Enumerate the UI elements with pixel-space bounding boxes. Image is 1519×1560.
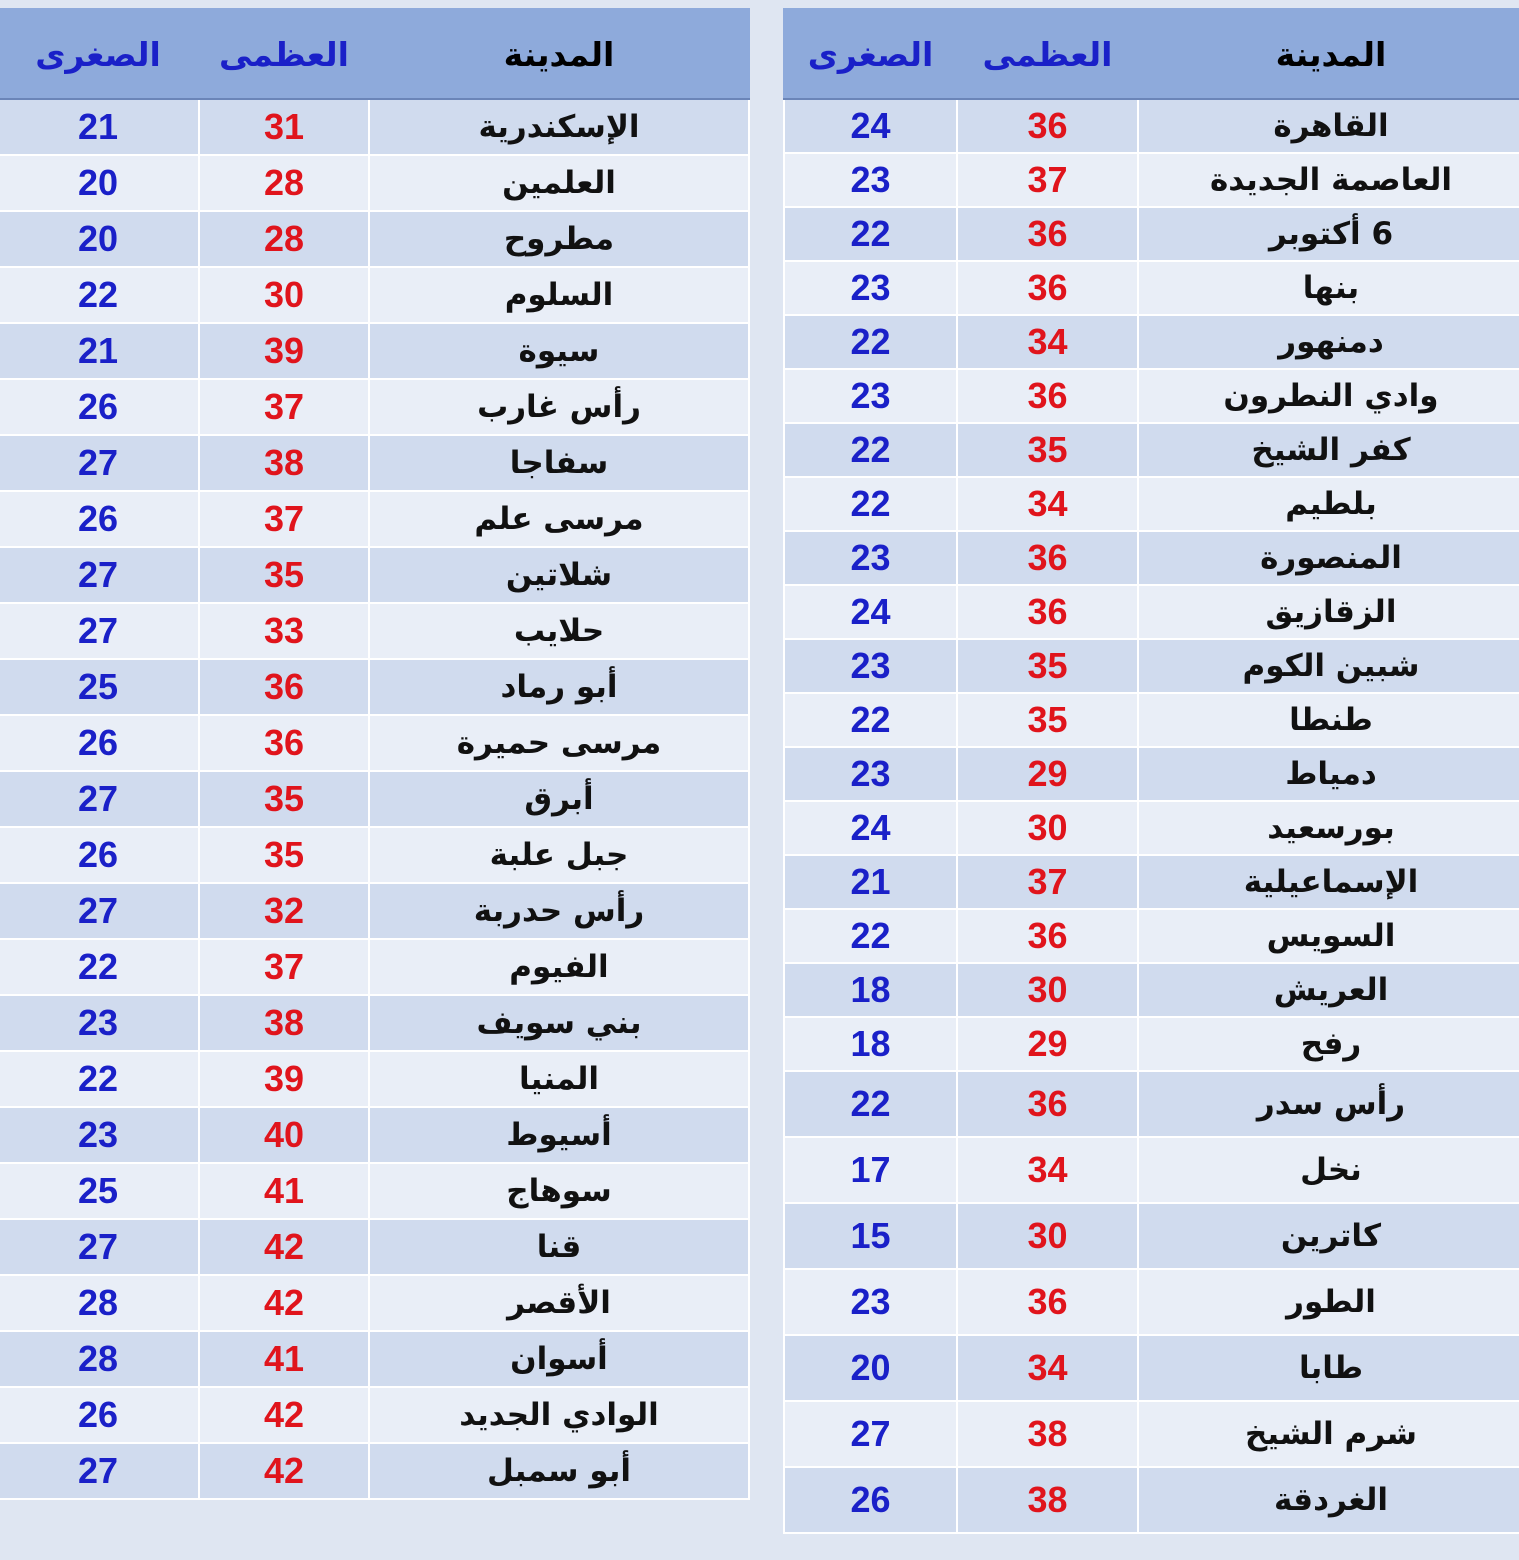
- table-row: [784, 909, 1519, 963]
- city-name-cell: مرسى علم: [369, 491, 749, 547]
- city-name-cell: 6 أكتوبر: [1138, 207, 1519, 261]
- city-name-cell: المنصورة: [1138, 531, 1519, 585]
- city-name-cell: العلمين: [369, 155, 749, 211]
- max-temp-cell: 36: [957, 369, 1138, 423]
- city-name-cell: بورسعيد: [1138, 801, 1519, 855]
- city-name-cell: دمنهور: [1138, 315, 1519, 369]
- min-temp-cell: 22: [784, 1071, 957, 1137]
- max-temp-cell: 34: [957, 477, 1138, 531]
- min-temp-cell: 27: [0, 603, 199, 659]
- table-row: [784, 531, 1519, 585]
- min-temp-cell: 27: [0, 547, 199, 603]
- min-temp-cell: 18: [784, 1017, 957, 1071]
- max-temp-cell: 33: [199, 603, 369, 659]
- city-name-cell: رأس غارب: [369, 379, 749, 435]
- max-temp-cell: 30: [957, 963, 1138, 1017]
- max-temp-cell: 39: [199, 323, 369, 379]
- min-temp-cell: 27: [0, 1443, 199, 1499]
- max-temp-cell: 42: [199, 1219, 369, 1275]
- city-name-cell: السويس: [1138, 909, 1519, 963]
- city-name-cell: بنها: [1138, 261, 1519, 315]
- table-row: [784, 99, 1519, 153]
- max-temp-cell: 39: [199, 1051, 369, 1107]
- city-name-cell: القاهرة: [1138, 99, 1519, 153]
- table-row: [784, 585, 1519, 639]
- min-temp-cell: 27: [784, 1401, 957, 1467]
- max-temp-cell: 41: [199, 1331, 369, 1387]
- min-temp-cell: 22: [784, 423, 957, 477]
- table-row: [0, 1107, 749, 1163]
- min-temp-cell: 23: [784, 639, 957, 693]
- city-name-cell: الطور: [1138, 1269, 1519, 1335]
- min-temp-cell: 23: [0, 995, 199, 1051]
- table-row: [784, 1401, 1519, 1467]
- max-temp-cell: 36: [957, 261, 1138, 315]
- max-temp-cell: 37: [957, 153, 1138, 207]
- max-temp-cell: 34: [957, 315, 1138, 369]
- min-temp-cell: 20: [0, 211, 199, 267]
- table-row: [0, 771, 749, 827]
- table-row: [0, 211, 749, 267]
- max-temp-cell: 30: [199, 267, 369, 323]
- table-row: [0, 827, 749, 883]
- min-temp-cell: 27: [0, 435, 199, 491]
- city-name-cell: كفر الشيخ: [1138, 423, 1519, 477]
- min-temp-cell: 23: [784, 153, 957, 207]
- max-temp-cell: 36: [957, 585, 1138, 639]
- min-temp-cell: 15: [784, 1203, 957, 1269]
- table-row: [0, 1443, 749, 1499]
- max-temp-cell: 38: [957, 1401, 1138, 1467]
- header-row: [0, 9, 749, 99]
- min-temp-cell: 24: [784, 99, 957, 153]
- table-row: [0, 1387, 749, 1443]
- min-temp-cell: 28: [0, 1275, 199, 1331]
- max-temp-cell: 36: [957, 531, 1138, 585]
- min-temp-cell: 27: [0, 1219, 199, 1275]
- city-name-cell: جبل علبة: [369, 827, 749, 883]
- city-name-cell: أبرق: [369, 771, 749, 827]
- max-temp-cell: 36: [199, 715, 369, 771]
- table-row: [0, 1275, 749, 1331]
- min-temp-cell: 26: [784, 1467, 957, 1533]
- min-temp-cell: 23: [0, 1107, 199, 1163]
- table-row: [0, 379, 749, 435]
- min-temp-cell: 23: [784, 1269, 957, 1335]
- table-row: [0, 435, 749, 491]
- max-temp-cell: 30: [957, 1203, 1138, 1269]
- min-temp-cell: 17: [784, 1137, 957, 1203]
- min-temp-cell: 24: [784, 585, 957, 639]
- city-name-cell: الفيوم: [369, 939, 749, 995]
- table-row: [0, 715, 749, 771]
- min-temp-cell: 22: [784, 909, 957, 963]
- max-temp-cell: 35: [199, 547, 369, 603]
- table-row: [784, 747, 1519, 801]
- city-name-cell: حلايب: [369, 603, 749, 659]
- header-city: المدينة: [369, 9, 749, 99]
- table-row: [784, 855, 1519, 909]
- header-max: العظمى: [199, 9, 369, 99]
- max-temp-cell: 32: [199, 883, 369, 939]
- table-row: [784, 315, 1519, 369]
- max-temp-cell: 42: [199, 1387, 369, 1443]
- city-name-cell: وادي النطرون: [1138, 369, 1519, 423]
- table-row: [0, 547, 749, 603]
- city-name-cell: المنيا: [369, 1051, 749, 1107]
- max-temp-cell: 42: [199, 1443, 369, 1499]
- table-row: [784, 261, 1519, 315]
- city-name-cell: شرم الشيخ: [1138, 1401, 1519, 1467]
- min-temp-cell: 23: [784, 369, 957, 423]
- max-temp-cell: 28: [199, 155, 369, 211]
- table-row: [784, 477, 1519, 531]
- table-row: [0, 1219, 749, 1275]
- max-temp-cell: 30: [957, 801, 1138, 855]
- max-temp-cell: 42: [199, 1275, 369, 1331]
- city-name-cell: العريش: [1138, 963, 1519, 1017]
- table-row: [0, 155, 749, 211]
- city-name-cell: سيوة: [369, 323, 749, 379]
- max-temp-cell: 34: [957, 1137, 1138, 1203]
- table-row: [0, 659, 749, 715]
- header-min: الصغرى: [784, 9, 957, 99]
- max-temp-cell: 35: [199, 827, 369, 883]
- min-temp-cell: 22: [784, 693, 957, 747]
- min-temp-cell: 27: [0, 771, 199, 827]
- max-temp-cell: 37: [199, 379, 369, 435]
- city-name-cell: بني سويف: [369, 995, 749, 1051]
- table-row: [784, 693, 1519, 747]
- min-temp-cell: 22: [0, 939, 199, 995]
- city-name-cell: رأس حدربة: [369, 883, 749, 939]
- table-row: [0, 939, 749, 995]
- table-row: [784, 1203, 1519, 1269]
- max-temp-cell: 28: [199, 211, 369, 267]
- table-row: [784, 1269, 1519, 1335]
- min-temp-cell: 26: [0, 379, 199, 435]
- min-temp-cell: 28: [0, 1331, 199, 1387]
- max-temp-cell: 29: [957, 1017, 1138, 1071]
- city-name-cell: شلاتين: [369, 547, 749, 603]
- city-name-cell: مطروح: [369, 211, 749, 267]
- max-temp-cell: 36: [957, 909, 1138, 963]
- city-name-cell: أسيوط: [369, 1107, 749, 1163]
- max-temp-cell: 36: [957, 207, 1138, 261]
- min-temp-cell: 22: [784, 207, 957, 261]
- max-temp-cell: 29: [957, 747, 1138, 801]
- min-temp-cell: 27: [0, 883, 199, 939]
- table-row: [784, 1467, 1519, 1533]
- max-temp-cell: 38: [957, 1467, 1138, 1533]
- table-row: [784, 1335, 1519, 1401]
- min-temp-cell: 26: [0, 1387, 199, 1443]
- max-temp-cell: 31: [199, 99, 369, 155]
- header-city: المدينة: [1138, 9, 1519, 99]
- min-temp-cell: 23: [784, 747, 957, 801]
- min-temp-cell: 25: [0, 1163, 199, 1219]
- table-row: [784, 1017, 1519, 1071]
- city-name-cell: أبو رماد: [369, 659, 749, 715]
- min-temp-cell: 24: [784, 801, 957, 855]
- city-name-cell: نخل: [1138, 1137, 1519, 1203]
- city-name-cell: الأقصر: [369, 1275, 749, 1331]
- table-row: [784, 369, 1519, 423]
- min-temp-cell: 25: [0, 659, 199, 715]
- max-temp-cell: 35: [957, 639, 1138, 693]
- header-max: العظمى: [957, 9, 1138, 99]
- table-row: [0, 603, 749, 659]
- city-name-cell: بلطيم: [1138, 477, 1519, 531]
- max-temp-cell: 37: [199, 491, 369, 547]
- max-temp-cell: 41: [199, 1163, 369, 1219]
- table-row: [0, 1331, 749, 1387]
- min-temp-cell: 20: [784, 1335, 957, 1401]
- table-row: [784, 423, 1519, 477]
- city-name-cell: مرسى حميرة: [369, 715, 749, 771]
- table-row: [0, 883, 749, 939]
- min-temp-cell: 22: [784, 477, 957, 531]
- min-temp-cell: 26: [0, 715, 199, 771]
- max-temp-cell: 38: [199, 435, 369, 491]
- table-row: [0, 99, 749, 155]
- table-row: [784, 801, 1519, 855]
- min-temp-cell: 21: [0, 323, 199, 379]
- table-row: [0, 323, 749, 379]
- table-row: [0, 1163, 749, 1219]
- min-temp-cell: 22: [0, 267, 199, 323]
- max-temp-cell: 36: [957, 99, 1138, 153]
- city-name-cell: طابا: [1138, 1335, 1519, 1401]
- min-temp-cell: 23: [784, 531, 957, 585]
- city-name-cell: السلوم: [369, 267, 749, 323]
- min-temp-cell: 20: [0, 155, 199, 211]
- city-name-cell: أسوان: [369, 1331, 749, 1387]
- header-min: الصغرى: [0, 9, 199, 99]
- city-name-cell: قنا: [369, 1219, 749, 1275]
- city-name-cell: شبين الكوم: [1138, 639, 1519, 693]
- min-temp-cell: 26: [0, 491, 199, 547]
- min-temp-cell: 18: [784, 963, 957, 1017]
- table-row: [0, 491, 749, 547]
- table-row: [784, 639, 1519, 693]
- table-row: [784, 207, 1519, 261]
- city-name-cell: العاصمة الجديدة: [1138, 153, 1519, 207]
- city-name-cell: سوهاج: [369, 1163, 749, 1219]
- city-name-cell: رأس سدر: [1138, 1071, 1519, 1137]
- city-name-cell: أبو سمبل: [369, 1443, 749, 1499]
- city-name-cell: الغردقة: [1138, 1467, 1519, 1533]
- table-row: [784, 153, 1519, 207]
- city-name-cell: الإسماعيلية: [1138, 855, 1519, 909]
- header-row: [784, 9, 1519, 99]
- min-temp-cell: 21: [0, 99, 199, 155]
- temperature-table-right: [783, 8, 1519, 1534]
- max-temp-cell: 38: [199, 995, 369, 1051]
- table-row: [0, 267, 749, 323]
- max-temp-cell: 36: [957, 1071, 1138, 1137]
- table-row: [784, 963, 1519, 1017]
- min-temp-cell: 22: [784, 315, 957, 369]
- table-row: [784, 1137, 1519, 1203]
- city-name-cell: طنطا: [1138, 693, 1519, 747]
- min-temp-cell: 21: [784, 855, 957, 909]
- temperature-table-left: [0, 8, 750, 1500]
- city-name-cell: الإسكندرية: [369, 99, 749, 155]
- max-temp-cell: 35: [957, 693, 1138, 747]
- table-row: [0, 995, 749, 1051]
- city-name-cell: الزقازيق: [1138, 585, 1519, 639]
- max-temp-cell: 40: [199, 1107, 369, 1163]
- max-temp-cell: 35: [957, 423, 1138, 477]
- max-temp-cell: 36: [199, 659, 369, 715]
- table-row: [0, 1051, 749, 1107]
- max-temp-cell: 37: [199, 939, 369, 995]
- city-name-cell: سفاجا: [369, 435, 749, 491]
- max-temp-cell: 35: [199, 771, 369, 827]
- min-temp-cell: 26: [0, 827, 199, 883]
- max-temp-cell: 36: [957, 1269, 1138, 1335]
- city-name-cell: الوادي الجديد: [369, 1387, 749, 1443]
- city-name-cell: كاترين: [1138, 1203, 1519, 1269]
- city-name-cell: دمياط: [1138, 747, 1519, 801]
- min-temp-cell: 23: [784, 261, 957, 315]
- min-temp-cell: 22: [0, 1051, 199, 1107]
- max-temp-cell: 34: [957, 1335, 1138, 1401]
- max-temp-cell: 37: [957, 855, 1138, 909]
- city-name-cell: رفح: [1138, 1017, 1519, 1071]
- table-row: [784, 1071, 1519, 1137]
